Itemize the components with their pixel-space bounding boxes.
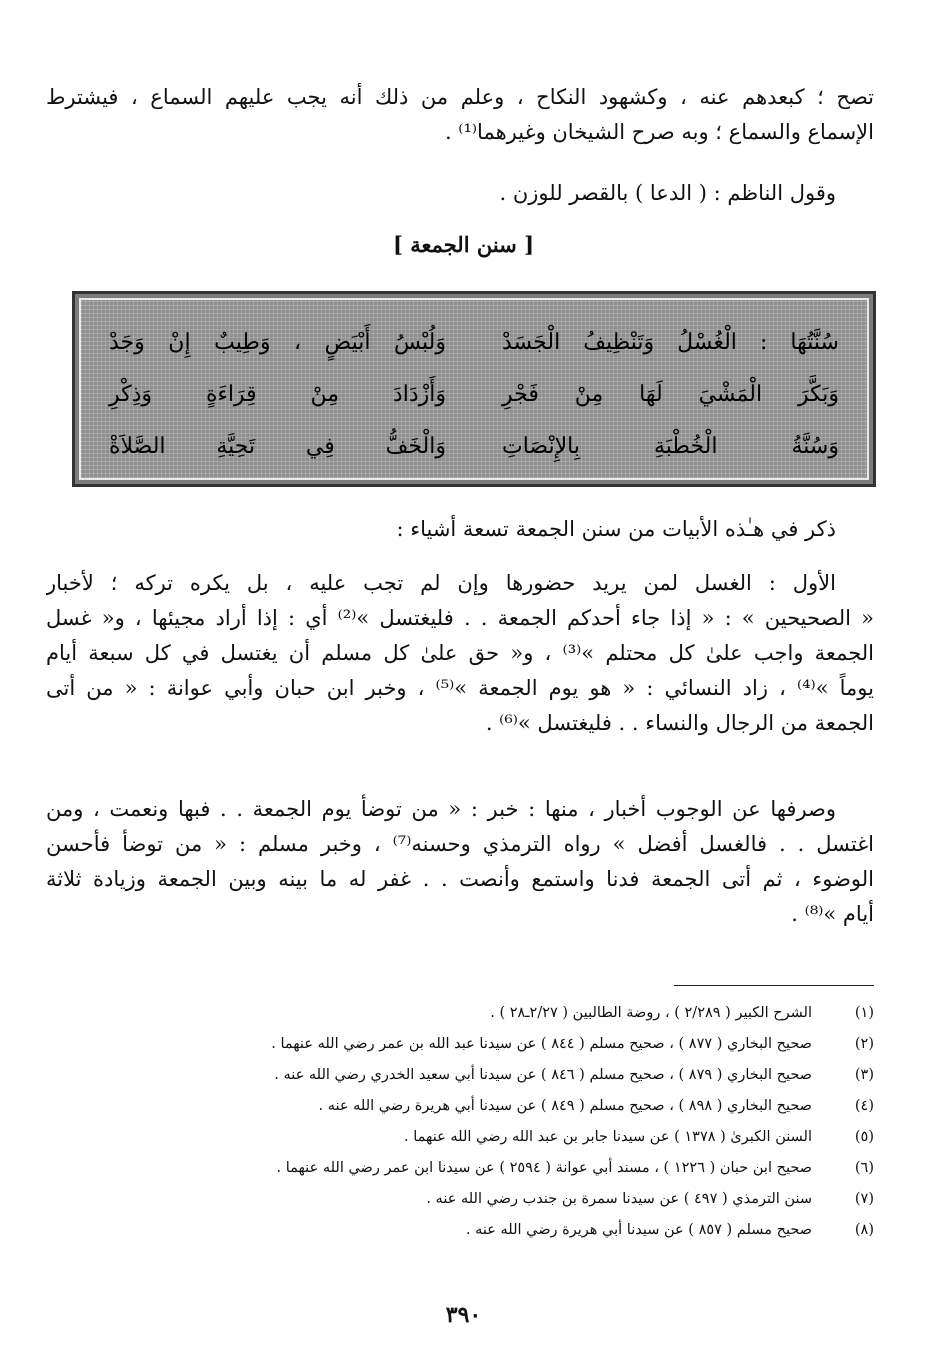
text-line: الأول : الغسل لمن يريد حضورها وإن لم تجب عليه ، بل يكره تركه ؛ لأخبار — [46, 571, 836, 595]
footnote-text: صحيح البخاري ( ٨٩٨ ) ، صحيح مسلم ( ٨٤٩ ) عن سيدنا أبي هريرة رضي الله عنه . — [318, 1098, 812, 1114]
page-number: ٣٩٠ — [445, 1302, 482, 1328]
verse-second-hemistich: وَالْخَفُّ فِي تَحِيَّةِ الصَّلاَةْ — [109, 434, 446, 459]
text-line: الجمعة واجب علىٰ كل محتلم »⁽³⁾ ، و« حق علىٰ كل مسلم أن يغتسل في كل سبعة أيام — [46, 641, 874, 665]
poem-verse — [81, 422, 867, 472]
verse-first-hemistich: وَبَكَّرَ الْمَشْيَ لَهَا مِنْ فَجْرِ — [502, 382, 839, 407]
footnote — [46, 998, 874, 1029]
footnote-text: صحيح البخاري ( ٨٧٧ ) ، صحيح مسلم ( ٨٤٤ ) عن سيدنا عبد الله بن عمر رضي الله عنهما . — [271, 1036, 812, 1052]
text-line: « الصحيحين » : « إذا جاء أحدكم الجمعة . . فليغتسل »⁽²⁾ أي : إذا أراد مجيئها ، و« غسل — [46, 606, 874, 630]
footnote-number: (٧) — [854, 1191, 874, 1207]
footnote-text: سنن الترمذي ( ٤٩٧ ) عن سيدنا سمرة بن جندب رضي الله عنه . — [426, 1191, 812, 1207]
footnote — [46, 1091, 874, 1122]
footnote-number: (٤) — [854, 1098, 874, 1114]
footnote-number: (١) — [854, 1005, 874, 1021]
poem-verse — [81, 370, 867, 420]
poem-box — [72, 291, 876, 487]
second-paragraph — [46, 792, 874, 932]
text-line: ذكر في هـٰذه الأبيات من سنن الجمعة تسعة أشياء : — [396, 517, 836, 541]
text-line: أيام »⁽⁸⁾ . — [791, 902, 874, 926]
footnote-text: الشرح الكبير ( ٢/٢٨٩ ) ، روضة الطالبين ( ٢/٢٧ـ٢٨ ) . — [490, 1005, 812, 1021]
footnote-number: (٨) — [854, 1222, 874, 1238]
text-line: الوضوء ، ثم أتى الجمعة فدنا واستمع وأنصت . . غفر له ما بينه وبين الجمعة وزيادة ثلاثة — [46, 867, 874, 891]
text-line: الجمعة من الرجال والنساء . . فليغتسل »⁽⁶⁾ . — [485, 711, 874, 735]
footnote-number: (٥) — [854, 1129, 874, 1145]
footnote — [46, 1153, 874, 1184]
footnote-text: السنن الكبرىٰ ( ١٣٧٨ ) عن سيدنا جابر بن عبد الله رضي الله عنهما . — [404, 1129, 812, 1145]
text-line: اغتسل . . فالغسل أفضل » رواه الترمذي وحسنه⁽⁷⁾ ، وخبر مسلم : « من توضأ فأحسن — [46, 832, 874, 856]
section-heading: [ سنن الجمعة ] — [392, 232, 535, 257]
footnote — [46, 1060, 874, 1091]
footnote-number: (٣) — [854, 1067, 874, 1083]
footnote-number: (٦) — [854, 1160, 874, 1176]
footnote — [46, 1215, 874, 1246]
top-paragraph — [46, 80, 874, 150]
poem-panel — [79, 298, 869, 480]
poem-verse — [81, 318, 867, 368]
nazim-note — [46, 176, 874, 211]
footnote — [46, 1122, 874, 1153]
verse-second-hemistich: وَأَزْدَادَ مِنْ قِرَاءَةٍ وَذِكْرِ — [109, 382, 446, 407]
intro-line — [46, 512, 874, 547]
footnote-text: صحيح ابن حبان ( ١٢٢٦ ) ، مسند أبي عوانة ( ٢٥٩٤ ) عن سيدنا ابن عمر رضي الله عنهما . — [276, 1160, 812, 1176]
first-paragraph — [46, 566, 874, 741]
footnote-text: صحيح البخاري ( ٨٧٩ ) ، صحيح مسلم ( ٨٤٦ ) عن سيدنا أبي سعيد الخدري رضي الله عنه . — [274, 1067, 812, 1083]
text-line: يوماً »⁽⁴⁾ ، زاد النسائي : « هو يوم الجمعة »⁽⁵⁾ ، وخبر ابن حبان وأبي عوانة : « من أتى — [46, 676, 874, 700]
text-line: وصرفها عن الوجوب أخبار ، منها : خبر : « من توضأ يوم الجمعة . . فبها ونعمت ، ومن — [46, 797, 836, 821]
verse-first-hemistich: سُنَّتُهَا : الْغُسْلُ وَتَنْظِيفُ الْجَسَدْ — [502, 330, 839, 355]
footnotes — [46, 998, 874, 1246]
footnote — [46, 1029, 874, 1060]
verse-second-hemistich: وَلُبْسُ أَبْيَضٍ ، وَطِيبٌ إِنْ وَجَدْ — [109, 330, 446, 355]
verse-first-hemistich: وَسُنَّةُ الْخُطْبَةِ بِالإِنْصَاتِ — [502, 434, 839, 459]
footnote-number: (٢) — [854, 1036, 874, 1052]
text-line: الإسماع والسماع ؛ وبه صرح الشيخان وغيرهما⁽¹⁾ . — [444, 120, 874, 144]
footnote-text: صحيح مسلم ( ٨٥٧ ) عن سيدنا أبي هريرة رضي الله عنه . — [465, 1222, 812, 1238]
text-line: تصح ؛ كبعدهم عنه ، وكشهود النكاح ، وعلم من ذلك أنه يجب عليهم السماع ، فيشترط — [46, 85, 874, 109]
footnote-divider — [674, 985, 874, 986]
text-line: وقول الناظم : ( الدعا ) بالقصر للوزن . — [499, 181, 836, 205]
footnote — [46, 1184, 874, 1215]
